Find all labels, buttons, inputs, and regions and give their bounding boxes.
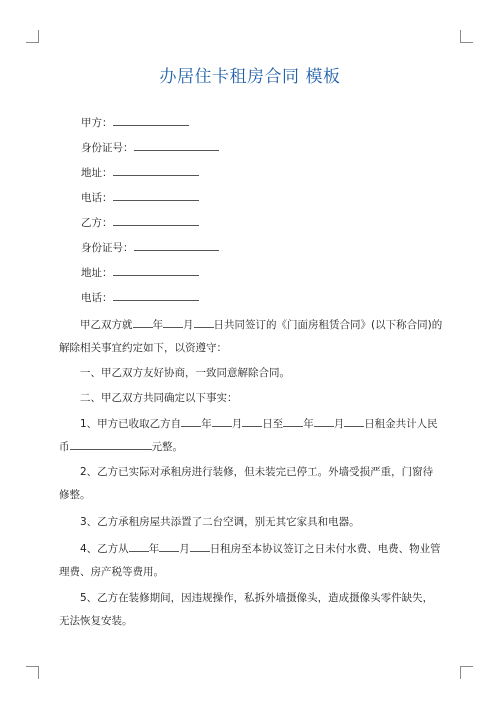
fill-blank — [133, 317, 153, 328]
fill-blank — [159, 541, 179, 552]
fill-line — [134, 140, 219, 151]
field-party-b-address — [81, 265, 199, 280]
fill-blank — [129, 541, 149, 552]
field-party-b-id — [81, 240, 219, 255]
field-label: 乙方： — [81, 217, 113, 229]
paragraph-fact-2: 2、乙方已实际对承租房进行装修，但未装完已停工。外墙受损严重，门窗待修整。 — [59, 466, 434, 501]
crop-mark-bottom-left — [26, 666, 39, 679]
field-label: 地址： — [81, 267, 113, 279]
fill-line — [113, 290, 199, 301]
fill-line — [113, 265, 199, 276]
field-label: 地址： — [81, 167, 113, 179]
fill-blank — [283, 416, 303, 427]
fill-blank — [314, 416, 334, 427]
fill-line — [113, 115, 189, 126]
fill-blank — [181, 416, 201, 427]
fill-blank — [70, 439, 152, 450]
crop-mark-top-right — [460, 30, 473, 43]
paragraph-fact-5: 5、乙方在装修期间，因违规操作，私拆外墙摄像头，造成摄像头零件缺失，无法恢复安装。 — [59, 592, 434, 627]
fill-blank — [194, 317, 214, 328]
field-party-a-id — [81, 140, 219, 155]
fill-line — [134, 240, 219, 251]
fill-blank — [242, 416, 262, 427]
document-title: 办居住卡租房合同 模板 — [159, 67, 341, 87]
crop-mark-bottom-right — [460, 666, 473, 679]
field-party-a-address — [81, 165, 199, 180]
field-party-a — [81, 115, 189, 130]
fill-blank — [212, 416, 232, 427]
fill-blank — [190, 541, 210, 552]
fill-blank — [344, 416, 364, 427]
field-party-b-phone — [81, 290, 199, 305]
paragraph-intro: 甲乙双方就 年 月 日共同签订的《门面房租赁合同》(以下称合同)的解除相关事宜约定如下，以资遵守： — [59, 319, 443, 354]
fill-blank — [163, 317, 183, 328]
field-party-b — [81, 215, 199, 230]
field-label: 甲方： — [81, 117, 113, 129]
crop-mark-top-left — [26, 30, 39, 43]
paragraph-fact-3: 3、乙方承租房屋共添置了二台空调，别无其它家具和电器。 — [80, 516, 360, 528]
fill-line — [113, 215, 199, 226]
fill-line — [113, 190, 199, 201]
paragraph-item-2: 二、甲乙双方共同确定以下事实： — [80, 392, 238, 404]
field-label: 身份证号： — [81, 242, 134, 254]
field-label: 电话： — [81, 192, 113, 204]
paragraph-fact-1: 1、甲方已收取乙方自 年 月 日至 年 月 日租金共计人民币 元整。 — [59, 418, 438, 453]
paragraph-fact-4: 4、乙方从 年 月 日租房至本协议签订之日未付水费、电费、物业管理费、房产税等费用。 — [59, 543, 441, 578]
field-party-a-phone — [81, 190, 199, 205]
fill-line — [113, 165, 199, 176]
paragraph-item-1: 一、甲乙双方友好协商，一致同意解除合同。 — [80, 367, 290, 379]
field-label: 电话： — [81, 292, 113, 304]
field-label: 身份证号： — [81, 142, 134, 154]
